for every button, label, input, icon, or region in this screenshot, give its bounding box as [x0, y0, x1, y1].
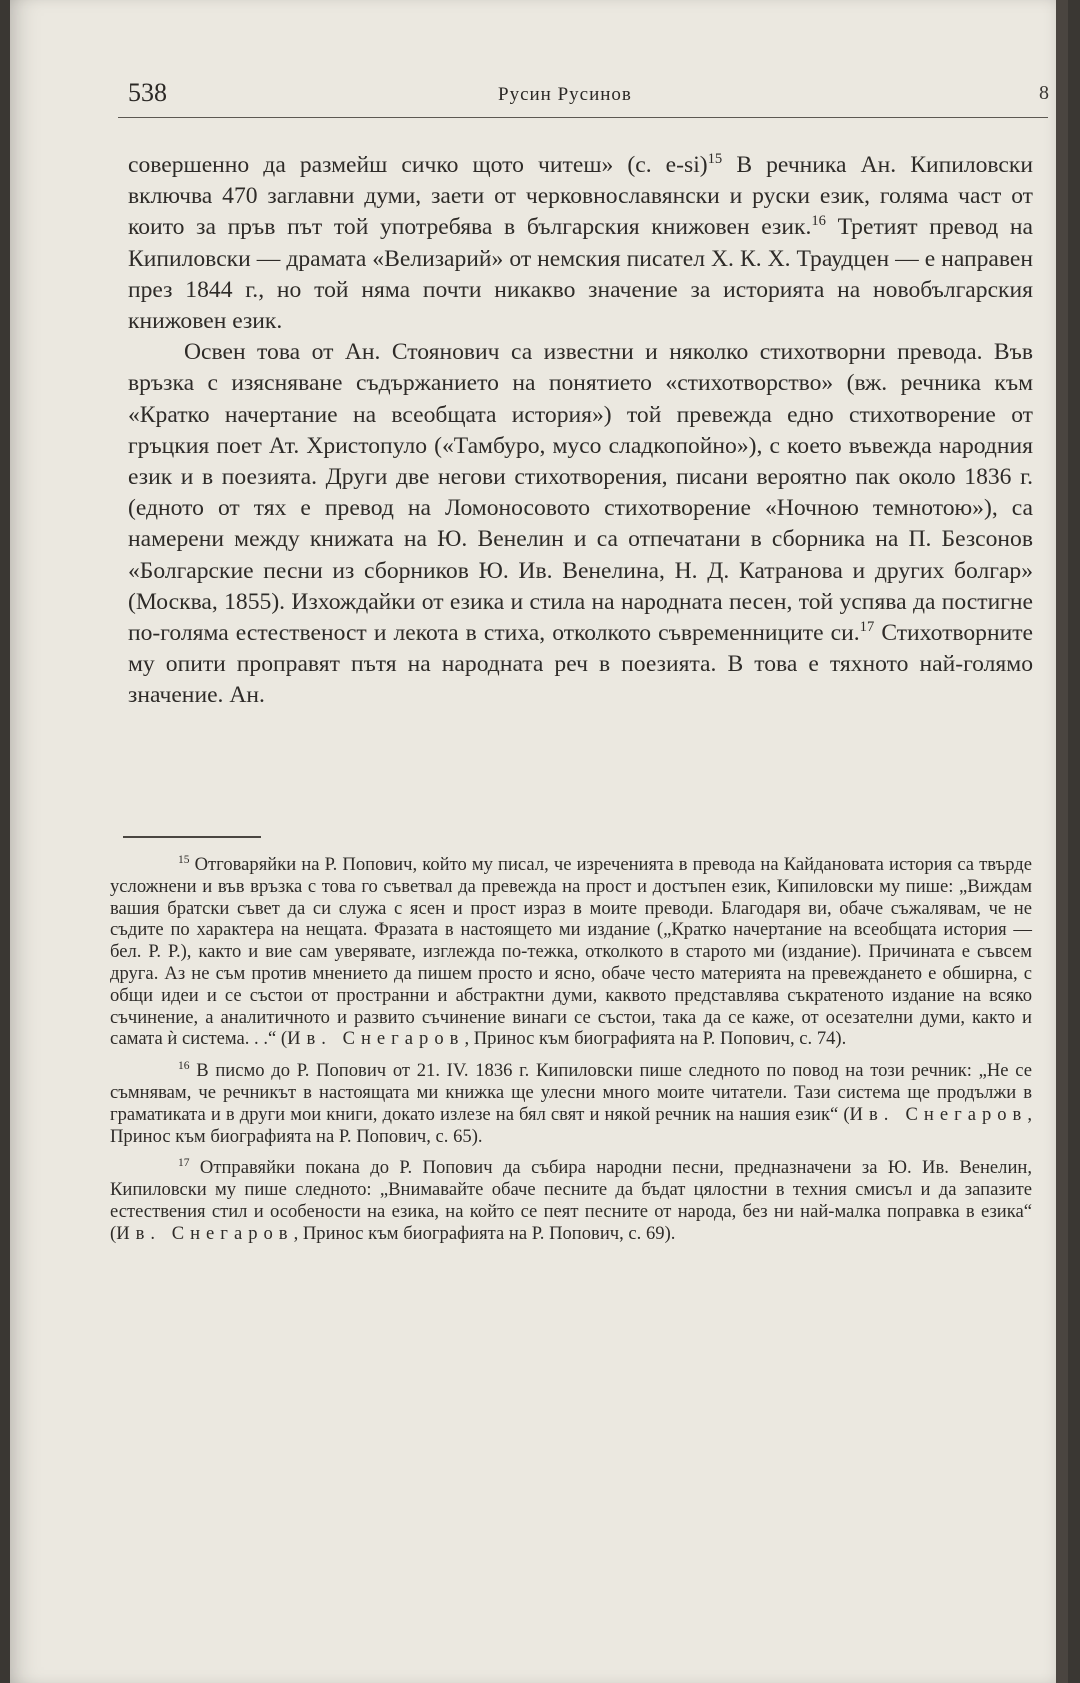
footnote-17 [110, 1157, 1032, 1244]
footnote-15-ref: , Принос към биографията на Р. Попович, с. 74). [464, 1028, 847, 1050]
corner-mark: 8 [1039, 82, 1049, 104]
footnote-17-author: Ив. Снегаров [116, 1222, 294, 1244]
footnote-16-number: 16 [178, 1059, 190, 1072]
footnote-17-number: 17 [178, 1157, 190, 1170]
footnote-16-ref: , Принос към биографията на Р. Попович, с. 65). [110, 1103, 1032, 1147]
footnote-separator [123, 836, 261, 838]
footnote-15-text: Отговаряйки на Р. Попович, който му писал, че изреченията в превода на Кайдановата история са твърде усложнени и във връзка с това го съветвал да превежда на прост и достъпен език, Кипиловски му пише: „Виждам вашия братски съвет да си служа с ясен и прост израз в моите преводи. Благодаря ви, обаче съжалявам, че не съдите по характера на нещата. Фразата в настоящето ми издание („Кратко начертание на всеобщата история — бел. Р. Р.), както и вие сам уверявате, изглежда по-тежка, отколкото в старото ми (издание). Причината е съвсем друга. Аз не съм против мнението да пишем просто и ясно, обаче често материята на превеждането е обширна, с общи идеи и се състои от пространни и абстрактни думи, каквото представлява съкратеното издание на всяко съчинение, а аналитичното и развито съчинение винаги се състои, така да се каже, от осезателни думи, както и самата ѝ система. . .“ ( [110, 854, 1032, 1050]
paragraph-1 [128, 150, 1033, 337]
footnote-15-author: Ив. Снегаров [287, 1028, 465, 1050]
footnote-ref-17: 17 [859, 619, 875, 636]
page-header [118, 76, 1053, 116]
running-title: Русин Русинов [498, 84, 632, 105]
footnote-ref-15: 15 [707, 151, 723, 168]
paragraph-1-text-b: В речника Ан. Кипиловски включва 470 заглавни думи, заети от черковнославянски и руски език, голяма част от които за пръв път той употребява в българския книжовен език. [128, 152, 1033, 241]
footnote-ref-16: 16 [811, 213, 826, 230]
footnote-15-number: 15 [178, 853, 190, 866]
footnote-15 [110, 854, 1032, 1050]
footnote-16 [110, 1060, 1032, 1147]
footnotes [110, 854, 1032, 1255]
footnote-16-text: В писмо до Р. Попович от 21. IV. 1836 г. Кипиловски пише следното по повод на този речник: „Не се съмнявам, че речникът в настоящата ми книжка ще улесни много моите читатели. Тази система ще продължи в граматиката и в други мои книги, докато излезе на бял свят и някой речник на нашия език“ ( [110, 1060, 1032, 1125]
footnote-16-author: Ив. Снегаров [849, 1103, 1028, 1125]
paragraph-2-text-a: Освен това от Ан. Стоянович са известни и няколко стихотворни превода. Във връзка с изясняване съдържанието на понятието «стихотворство» (вж. речника към «Кратко начертание на всеобщата история») той превежда едно стихотворение от гръцкия поет Ат. Христопуло («Тамбуро, мусо сладкопойно»), с което въвежда народния език и в поезията. Други две негови стихотворения, писани вероятно пак около 1836 г. (едното от тях е превод на Ломоносовото стихотворение «Ночною темнотою»), са намерени между книжата на Ю. Венелин и са отпечатани в сборника на П. Безсонов «Болгарские песни из сборников Ю. Ив. Венелина, Н. Д. Катранова и других болгар» (Москва, 1855). Изхождайки от езика и стила на народната песен, той успява да постигне по-голяма естественост и лекота в стиха, отколкото съвременниците си. [128, 339, 1033, 647]
footnote-17-ref: , Принос към биографията на Р. Попович, с. 69). [293, 1222, 676, 1244]
paragraph-2-text-b: Стихотворните му опити проправят пътя на народната реч в поезията. В това е тяхното най-голямо значение. Ан. [128, 620, 1033, 709]
footnote-17-text: Отправяйки покана до Р. Попович да събира народни песни, предназначени за Ю. Ив. Венелин, Кипиловски му пише следното: „Внимавайте обаче песните да бъдат цялостни в техния смисъл и да запазите естествения стил и особености на езика, на който се пеят песните от народа, без ни най-малка поправка в езика“ ( [110, 1157, 1032, 1244]
header-rule [118, 117, 1048, 118]
main-text [128, 150, 1033, 712]
page-number: 538 [128, 78, 167, 107]
paragraph-1-text-c: Третият превод на Кипиловски — драмата «Велизарий» от немския писател Х. К. Х. Траудцен — е направен през 1844 г., но той няма почти никакво значение за историята на новобългарския книжовен език. [128, 214, 1033, 335]
paragraph-2 [128, 337, 1033, 711]
page-edge-shadow [1056, 0, 1068, 1683]
paragraph-1-text-a: совершенно да размейш сичко щото читеш» (с. e-si) [128, 152, 708, 178]
